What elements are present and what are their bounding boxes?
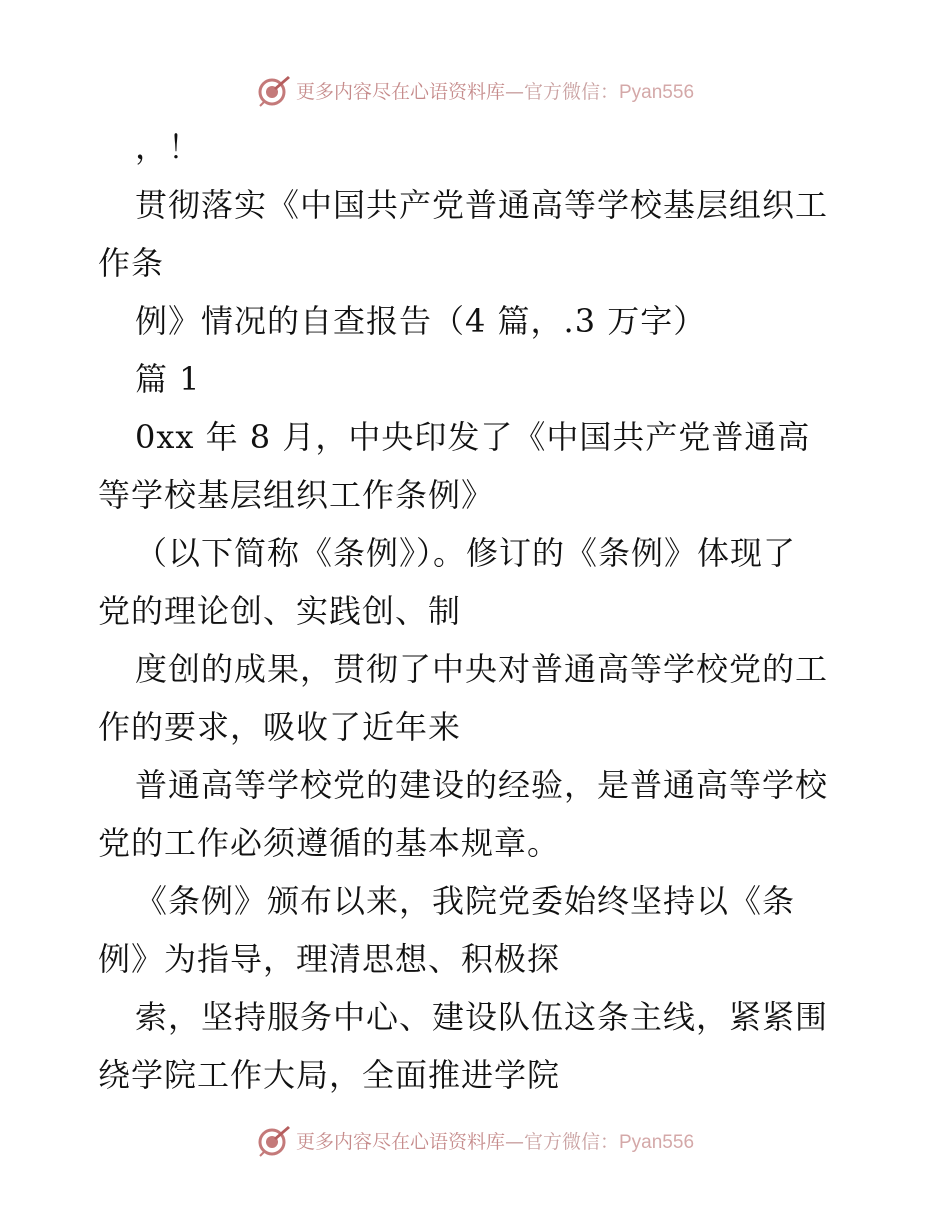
text-line: 作条 [98, 244, 165, 282]
text-line: 度创的成果，贯彻了中央对普通高等学校党的工 [135, 650, 829, 688]
text-line: 索，坚持服务中心、建设队伍这条主线，紧紧围 [135, 998, 829, 1036]
pen-seal-icon [256, 72, 292, 108]
text-line: 绕学院工作大局，全面推进学院 [98, 1056, 561, 1094]
text-line: 《条例》颁布以来，我院党委始终坚持以《条 [135, 882, 796, 920]
text-line: 作的要求，吸收了近年来 [98, 708, 462, 746]
watermark-separator: —官方微信： [504, 1130, 619, 1153]
text-line: 贯彻落实《中国共产党普通高等学校基层组织工 [135, 186, 829, 224]
text-line: 等学校基层组织工作条例》 [98, 476, 495, 514]
text-line: 党的理论创、实践创、制 [98, 592, 462, 630]
watermark-wechat-id: Pyan556 [619, 1131, 695, 1153]
footer-watermark [0, 1120, 950, 1160]
document-body [98, 118, 868, 1104]
watermark-wechat-id: Pyan556 [619, 81, 695, 103]
text-line: 例》为指导，理清思想、积极探 [98, 940, 561, 978]
text-line: ，！ [135, 128, 202, 166]
watermark-brand: 更多内容尽在心语资料库 [295, 1130, 505, 1153]
text-line: 党的工作必须遵循的基本规章。 [98, 824, 561, 862]
text-line: 普通高等学校党的建设的经验，是普通高等学校 [135, 766, 829, 804]
text-line: 篇 1 [135, 360, 201, 398]
watermark-brand: 更多内容尽在心语资料库 [295, 80, 505, 103]
text-line: （以下简称《条例》）。修订的《条例》体现了 [135, 534, 797, 572]
text-line: 0xx 年 8 月，中央印发了《中国共产党普通高 [135, 418, 811, 456]
header-watermark [0, 70, 950, 110]
watermark-separator: —官方微信： [504, 80, 619, 103]
text-line: 例》情况的自查报告（4 篇，.3 万字） [135, 302, 707, 340]
pen-seal-icon [256, 1122, 292, 1158]
